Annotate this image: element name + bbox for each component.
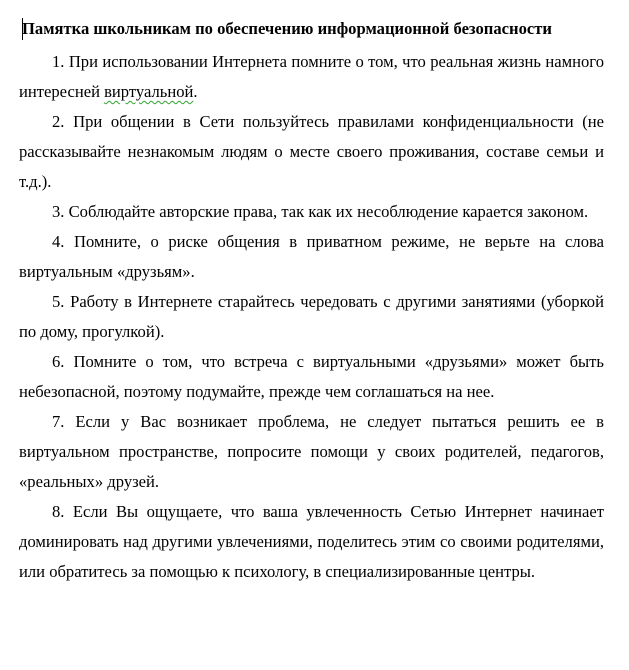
- list-item-8[interactable]: 8. Если Вы ощущаете, что ваша увлеченность Сетью Интернет начинает доминировать над другими увлечениями, поделитесь этим со своими родителями, или обратитесь за помощью к психологу, в специализированные центры.: [19, 502, 604, 581]
- list-item-6[interactable]: 6. Помните о том, что встреча с виртуальными «друзьями» может быть небезопасной, поэтому подумайте, прежде чем соглашаться на нее.: [19, 352, 604, 401]
- list-item-1-text: 1. При использовании Интернета помните о том, что реальная жизнь намного интересней: [19, 52, 604, 101]
- tips-list: [19, 47, 604, 587]
- list-item-7[interactable]: 7. Если у Вас возникает проблема, не следует пытаться решить ее в виртуальном пространстве, попросите помощи у своих родителей, педагогов, «реальных» друзей.: [19, 412, 604, 491]
- list-item-1-end: .: [193, 82, 198, 101]
- list-item-4[interactable]: 4. Помните, о риске общения в приватном режиме, не верьте на слова виртуальным «друзьям».: [19, 232, 604, 281]
- document-title[interactable]: Памятка школьникам по обеспечению информационной безопасности: [22, 19, 552, 38]
- spelling-error-word[interactable]: виртуальной: [104, 82, 194, 101]
- list-item-1[interactable]: [19, 47, 604, 107]
- list-item-5[interactable]: 5. Работу в Интернете старайтесь чередовать с другими занятиями (уборкой по дому, прогулкой).: [19, 292, 604, 341]
- list-item-2[interactable]: 2. При общении в Сети пользуйтесь правилами конфиденциальности (не рассказывайте незнакомым людям о месте своего проживания, составе семьи и т.д.).: [19, 112, 604, 191]
- list-item-3[interactable]: 3. Соблюдайте авторские права, так как их несоблюдение карается законом.: [52, 202, 589, 221]
